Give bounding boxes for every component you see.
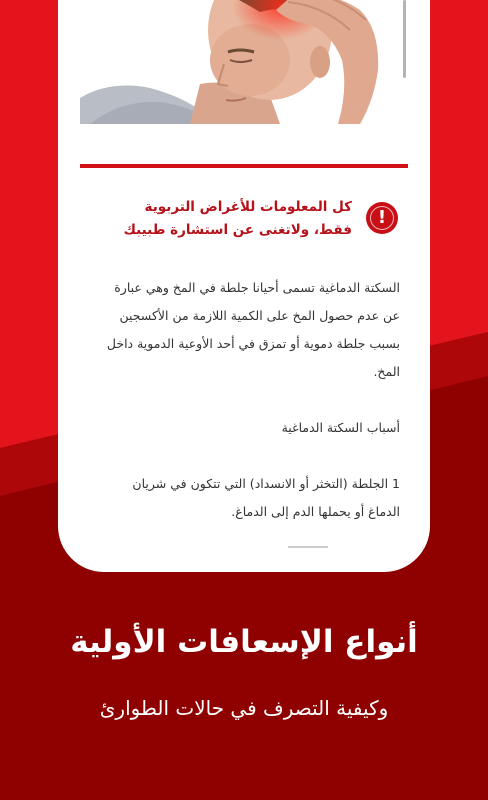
hero-image: [80, 0, 408, 124]
hero-divider: [80, 164, 408, 168]
disclaimer-line-2: فقط، ولاتغنى عن استشارة طبيبك: [123, 222, 352, 238]
exclamation-icon: !: [366, 202, 398, 234]
disclaimer-notice: [80, 192, 408, 248]
promo-subline: وكيفية التصرف في حالات الطوارئ: [99, 696, 389, 720]
article-body: [98, 274, 400, 554]
scrollbar[interactable]: [403, 0, 406, 78]
text-continuation: [288, 546, 328, 548]
man-with-headache-photo: [80, 0, 408, 124]
disclaimer-line-1: كل المعلومات للأغراض التربوية: [144, 199, 352, 215]
disclaimer-text: [102, 196, 352, 242]
article-paragraph: 1 الجلطة (التخثر أو الانسداد) التي تتكون في شريان الدماغ أو يحملها الدم إلى الدماغ.: [132, 476, 400, 519]
promo-headline: أنواع الإسعافات الأولية: [70, 624, 418, 660]
article-heading: أسباب السكتة الدماغية: [281, 420, 400, 435]
article-paragraph: السكتة الدماغية تسمى أحيانا جلطة في المخ وهي عبارة عن عدم حصول المخ على الكمية اللازمة من الأكسجين بسبب جلطة دموية أو تمزق في أحد الأوعية الدموية داخل المخ.: [106, 280, 400, 379]
phone-mockup: [58, 0, 430, 572]
